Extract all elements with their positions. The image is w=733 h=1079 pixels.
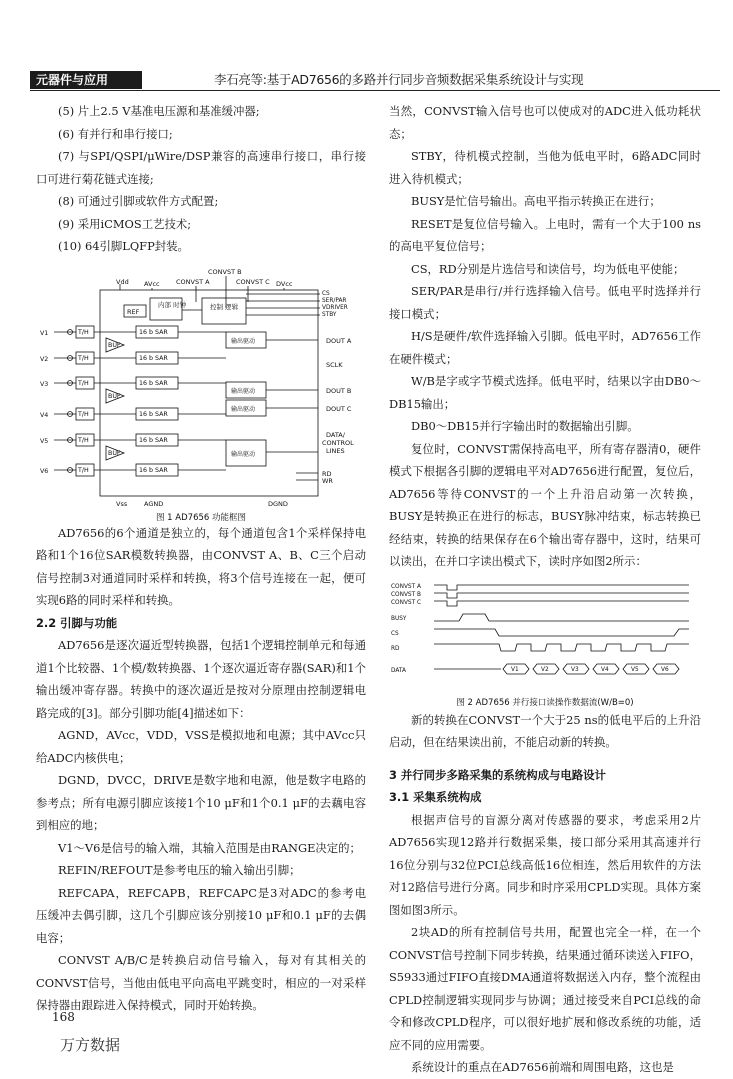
paragraph: REFCAPA，REFCAPB，REFCAPC是3对ADC的参考电压缓冲去偶引脚，这几个引脚应该分别接10 μF和0.1 μF的去偶电容； (36, 885, 366, 945)
running-title: 李石亮等:基于AD7656的多路并行同步音频数据采集系统设计与实现 (214, 72, 584, 87)
paragraph: CONVST A/B/C是转换启动信号输入，每对有其相关的CONVST信号，当他由低电平向高电平跳变时，相应的一对采样保持器由跟踪进入保持模式，同时开始转换。 (36, 953, 366, 1012)
input-v1-label: V1 (40, 329, 49, 337)
paragraph: SER/PAR是串行/并行选择输入信号。低电平时选择并行接口模式； (389, 284, 701, 321)
feature-item: (9) 采用iCMOS工艺技术; (58, 216, 192, 231)
track-hold-label: T/H (78, 436, 89, 444)
paragraph: DGND，DVCC，DRIVE是数字地和电源，他是数字电路的参考点；所有电源引脚应该接1个10 μF和1个0.1 μF的去藕电容到相应的地； (36, 773, 366, 832)
data-word-v5: V5 (631, 666, 639, 673)
data-word-v2: V2 (541, 666, 549, 673)
signal-label-6: DATA (391, 667, 406, 674)
cs-pin: CS (322, 290, 330, 297)
rd-pin: RD (322, 469, 332, 478)
page-number: 168 (52, 1010, 75, 1024)
signal-label-0: CONVST A (391, 583, 421, 590)
dgnd-label: DGND (268, 499, 288, 508)
paragraph: V1～V6是信号的输入端，其输入范围是由RANGE决定的； (58, 840, 361, 855)
paragraph: RESET是复位信号输入。上电时，需有一个大于100 ns的高电平复位信号； (389, 216, 701, 253)
data-word-v4: V4 (601, 666, 609, 673)
output-driver-c: 输出驱动 (231, 405, 256, 413)
input-v3-label: V3 (40, 380, 49, 388)
track-hold-label: T/H (78, 379, 89, 387)
convst-wave (434, 601, 689, 606)
sar-label: 16 b SAR (139, 354, 168, 362)
figure-2-caption: 图 2 AD7656 并行接口读操作数据流(W/B=0) (456, 697, 634, 708)
sar-label: 16 b SAR (139, 466, 168, 474)
convst-a-label: CONVST A (176, 277, 210, 286)
paragraph: 2块AD的所有控制信号共用，配置也完全一样，在一个CONVST信号控制下同步转换，结果通过循环读送入FIFO，S5933通过FIFO直接DMA通道将数据送入内存，整个流程由CPLD控制逻辑实现同步与协调；通过接受来自PCI总线的命令和修改CPLD程序，可以很好地扩展和修改系统的功能，适应不同的应用需要。 (389, 925, 701, 1052)
paragraph: W/B是字或字节模式选择。低电平时，结果以字由DB0～DB15输出； (389, 374, 701, 411)
wr-pin: WR (322, 476, 333, 485)
convst-c-label: CONVST C (236, 277, 270, 286)
paragraph: AD7656的6个通道是独立的，每个通道包含1个采样保持电路和1个16位SAR模数转换器，由CONVST A、B、C三个启动信号控制3对通道同时采样和转换，将3个信号连接在一起，便可实现6路的同时采样和转换。 (36, 525, 366, 607)
input-v5-label: V5 (40, 437, 49, 445)
dout-c-pin: DOUT C (326, 404, 352, 413)
buffer-label: BUF (108, 392, 121, 400)
section-heading-3: 3 并行同步多路采集的系统构成与电路设计 (389, 767, 606, 782)
feature-item: (5) 片上2.5 V基准电压源和基准缓冲器; (58, 104, 260, 118)
section-heading-3-1: 3.1 采集系统构成 (389, 790, 482, 804)
signal-label-2: CONVST C (391, 599, 422, 606)
section-badge: 元器件与应用 (30, 71, 142, 89)
right-column (389, 100, 701, 1079)
avcc-label: AVcc (144, 279, 160, 288)
feature-item: (6) 有并行和串行接口; (58, 126, 173, 141)
left-column (36, 100, 366, 1017)
paragraph: H/S是硬件/软件选择输入引脚。低电平时，AD7656工作在硬件模式； (389, 329, 701, 366)
figure-2-timing-diagram (389, 577, 701, 709)
lines-pin: LINES (326, 446, 345, 455)
feature-item: (7) 与SPI/QSPI/μWire/DSP兼容的高速串行接口，串行接口可进行菊花链式连接; (36, 149, 366, 186)
output-driver-a: 输出驱动 (231, 337, 256, 345)
vdd-label: Vdd (116, 277, 129, 286)
input-v4-label: V4 (40, 411, 49, 419)
buffer-label: BUF (108, 341, 121, 349)
paragraph: AD7656是逐次逼近型转换器，包括1个逻辑控制单元和每通道1个比较器、1个模/数转换器、1个逐次逼近寄存器(SAR)和1个输出缓冲寄存器。转换中的逐次逼近是按对分原理由控制逻辑电路完成的[3]。部分引脚功能[4]描述如下： (36, 638, 366, 720)
vdriver-pin: VDRIVER (322, 304, 348, 311)
signal-label-3: BUSY (391, 615, 407, 622)
paragraph: 当然，CONVST输入信号也可以使成对的ADC进入低功耗状态； (389, 104, 701, 141)
dout-a-pin: DOUT A (326, 336, 352, 345)
sar-label: 16 b SAR (139, 328, 168, 336)
section-heading-2-2: 2.2 引脚与功能 (36, 615, 118, 630)
signal-label-4: CS (391, 630, 399, 637)
paragraph: BUSY是忙信号输出。高电平指示转换正在进行； (411, 194, 661, 208)
paragraph: 复位时，CONVST需保持高电平，所有寄存器清0，硬件模式下根据各引脚的逻辑电平对AD7656进行配置，复位后，AD7656等待CONVST的一个上升沿启动第一次转换，BUSY是转换正在进行的标志，BUSY脉冲结束，标志转换已经结束，转换的结果保存在6个输出寄存器中，这时，结果可以读出，在并口字读出模式下，读时序如图2所示： (389, 441, 701, 568)
convst-b-label: CONVST B (208, 267, 242, 276)
convst-wave (434, 593, 689, 598)
paragraph: AGND，AVcc，VDD，VSS是模拟地和电源；其中AVcc只给ADC内核供电； (36, 728, 366, 765)
agnd-label: AGND (144, 499, 164, 508)
stby-pin: STBY (322, 311, 337, 318)
track-hold-label: T/H (78, 466, 89, 474)
convst-wave (434, 585, 689, 590)
output-driver-b: 输出驱动 (231, 387, 256, 395)
sar-label: 16 b SAR (139, 379, 168, 387)
input-v6-label: V6 (40, 467, 49, 475)
clock-label: 内部 时钟 (158, 300, 187, 309)
watermark: 万方数据 (60, 1036, 121, 1054)
dvcc-label: DVcc (276, 279, 293, 288)
cs-wave (434, 629, 689, 636)
feature-item: (10) 64引脚LQFP封装。 (58, 239, 189, 253)
sclk-pin: SCLK (326, 360, 343, 369)
figure-1-caption: 图 1 AD7656 功能框图 (155, 512, 247, 522)
vss-label: Vss (116, 499, 128, 508)
figure-1-block-diagram (36, 262, 366, 522)
busy-wave (434, 614, 689, 621)
paragraph: STBY，待机模式控制，当他为低电平时，6路ADC同时进入待机模式； (389, 149, 701, 186)
signal-label-5: RD (391, 645, 400, 652)
paragraph: DB0～DB15并行字输出时的数据输出引脚。 (411, 419, 639, 433)
track-hold-label: T/H (78, 328, 89, 336)
paragraph: CS，RD分别是片选信号和读信号，均为低电平使能； (411, 261, 685, 276)
track-hold-label: T/H (78, 354, 89, 362)
buffer-label: BUF (108, 449, 121, 457)
paragraph: 根据声信号的盲源分离对传感器的要求，考虑采用2片AD7656实现12路并行数据采集，接口部分采用其高速并行16位分别与32位PCI总线高低16位相连，然后用软件的方法对12路信号进行分离。同步和时序采用CPLD实现。具体方案图如图3所示。 (389, 812, 701, 917)
dout-b-pin: DOUT B (326, 386, 352, 395)
signal-label-1: CONVST B (391, 591, 421, 598)
paragraph: 新的转换在CONVST一个大于25 ns的低电平后的上升沿启动，但在结果读出前，不能启动新的转换。 (389, 712, 701, 749)
paragraph: 系统设计的重点在AD7656前端和周围电路，这也是 (411, 1060, 674, 1074)
paragraph: REFIN/REFOUT是参考电压的输入输出引脚； (58, 863, 301, 877)
data-word-v6: V6 (661, 666, 669, 673)
data-word-v1: V1 (511, 666, 519, 673)
ser-par-pin: SER/PAR (322, 297, 347, 304)
feature-item: (8) 可通过引脚或软件方式配置; (58, 194, 219, 208)
ref-label: REF (127, 307, 140, 316)
data-word-v3: V3 (571, 666, 579, 673)
sar-label: 16 b SAR (139, 436, 168, 444)
data-pin: DATA/ (326, 430, 345, 439)
header-rule (30, 90, 720, 91)
output-driver-data: 输出驱动 (231, 450, 256, 458)
sar-label: 16 b SAR (139, 410, 168, 418)
control-logic-label: 控制 逻辑 (210, 302, 239, 311)
rd-wave (434, 644, 689, 651)
input-v2-label: V2 (40, 355, 49, 363)
control-pin: CONTROL (322, 438, 354, 447)
track-hold-label: T/H (78, 410, 89, 418)
